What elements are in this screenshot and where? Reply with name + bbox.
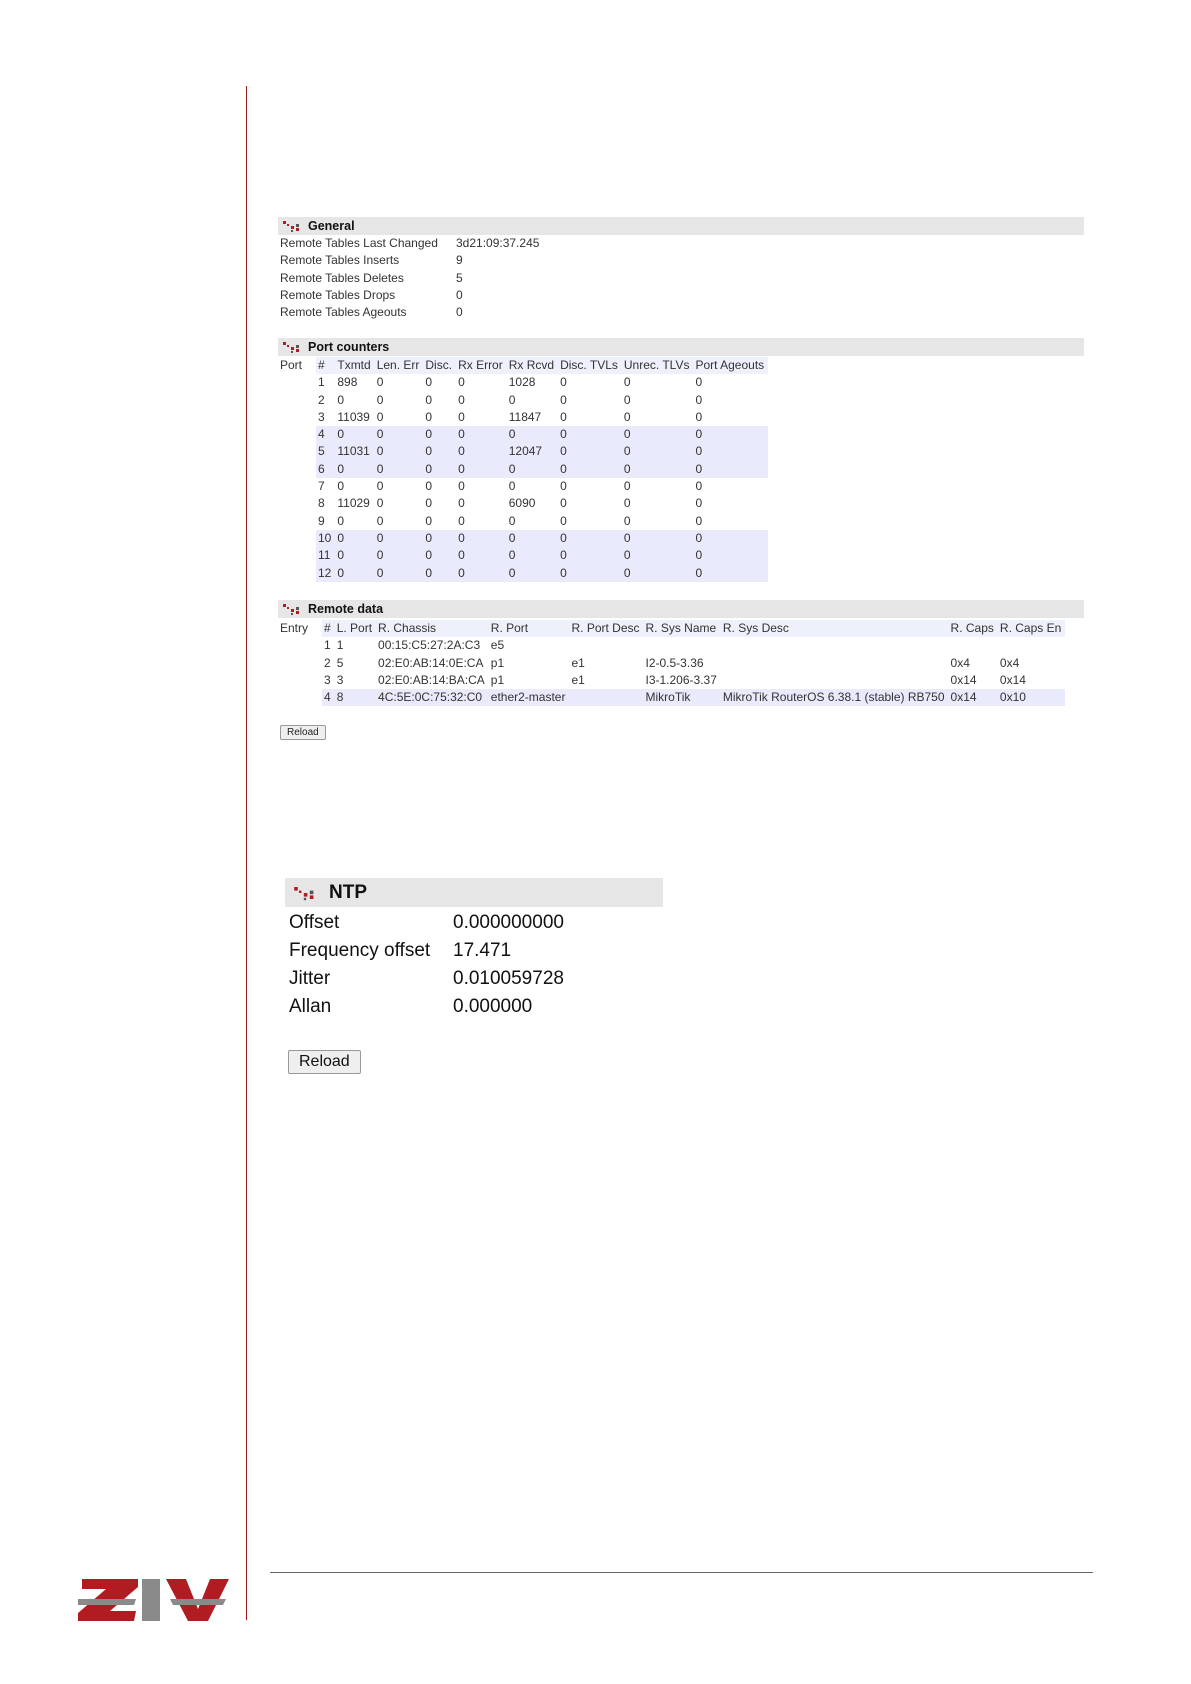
port-counters-cell: 0 — [423, 565, 456, 582]
general-value: 3d21:09:37.245 — [456, 236, 540, 250]
margin-line — [246, 86, 247, 1620]
port-counters-cell: 7 — [316, 478, 335, 495]
port-counters-cell: 0 — [507, 565, 558, 582]
port-counters-cell: 0 — [456, 461, 507, 478]
remote-data-column-header: R. Sys Name — [644, 620, 721, 637]
remote-data-cell: 2 — [322, 655, 335, 672]
port-counters-cell: 0 — [693, 374, 768, 391]
general-value: 0 — [456, 287, 463, 302]
port-counters-cell: 0 — [423, 495, 456, 512]
general-list — [278, 235, 1084, 321]
section-icon — [282, 602, 302, 616]
port-counters-column-header: Rx Error — [456, 357, 507, 374]
remote-data-cell: 00:15:C5:27:2A:C3 — [376, 637, 489, 654]
port-counters-cell: 0 — [423, 478, 456, 495]
port-counters-cell: 0 — [423, 409, 456, 426]
port-counters-row — [316, 426, 768, 443]
remote-data-cell: 0x4 — [949, 655, 998, 672]
general-section — [278, 217, 1084, 321]
remote-data-cell — [949, 637, 998, 654]
ntp-value: 0.000000 — [453, 996, 533, 1017]
section-icon — [293, 883, 317, 903]
port-counters-cell: 0 — [507, 547, 558, 564]
remote-data-cell — [644, 637, 721, 654]
port-counters-cell: 0 — [558, 392, 622, 409]
port-counters-cell: 0 — [456, 409, 507, 426]
general-value: 5 — [456, 270, 463, 285]
remote-data-cell: e5 — [489, 637, 570, 654]
port-counters-cell: 0 — [622, 495, 694, 512]
port-counters-cell: 0 — [423, 374, 456, 391]
remote-data-cell — [721, 637, 949, 654]
port-counters-cell: 0 — [693, 461, 768, 478]
port-counters-cell: 0 — [375, 565, 424, 582]
remote-data-table — [322, 620, 1065, 706]
port-counters-cell: 0 — [375, 409, 424, 426]
general-label: Remote Tables Ageouts — [280, 305, 407, 320]
ntp-label: Allan — [289, 996, 332, 1017]
port-counters-cell: 0 — [335, 565, 374, 582]
remote-data-cell: MikroTik RouterOS 6.38.1 (stable) RB750 — [721, 689, 949, 706]
remote-data-cell: 3 — [322, 672, 335, 689]
port-counters-cell: 0 — [456, 392, 507, 409]
port-counters-cell: 6 — [316, 461, 335, 478]
port-counters-cell: 0 — [375, 495, 424, 512]
port-counters-row — [316, 530, 768, 547]
port-counters-section — [278, 338, 1084, 582]
remote-data-row — [322, 655, 1065, 672]
port-counters-cell: 0 — [335, 513, 374, 530]
port-counters-cell: 0 — [622, 443, 694, 460]
port-counters-cell: 0 — [335, 530, 374, 547]
remote-data-cell: 8 — [335, 689, 376, 706]
port-counters-header — [278, 338, 1084, 356]
remote-data-row — [322, 637, 1065, 654]
port-counters-cell: 0 — [423, 392, 456, 409]
port-counters-row — [316, 374, 768, 391]
port-counters-column-header: Txmtd — [335, 357, 374, 374]
port-counters-cell: 5 — [316, 443, 335, 460]
remote-data-cell: 0x14 — [949, 672, 998, 689]
port-counters-cell: 0 — [375, 392, 424, 409]
port-counters-column-header: Disc. — [423, 357, 456, 374]
port-counters-cell: 0 — [622, 530, 694, 547]
port-counters-row — [316, 495, 768, 512]
port-counters-title: Port counters — [308, 340, 390, 354]
ziv-logo — [76, 1575, 231, 1625]
general-title: General — [308, 219, 355, 233]
port-counters-cell: 0 — [622, 461, 694, 478]
ntp-value: 17.471 — [453, 940, 512, 961]
ntp-header — [285, 878, 663, 907]
port-counters-cell: 0 — [693, 409, 768, 426]
port-counters-cell: 0 — [375, 478, 424, 495]
port-counters-cell: 11031 — [335, 443, 374, 460]
remote-data-row — [322, 672, 1065, 689]
port-counters-cell: 0 — [456, 547, 507, 564]
remote-data-cell: 1 — [335, 637, 376, 654]
port-counters-cell: 0 — [622, 547, 694, 564]
general-row — [278, 304, 1084, 321]
remote-data-cell — [721, 655, 949, 672]
port-counters-cell: 0 — [622, 409, 694, 426]
port-counters-row — [316, 392, 768, 409]
port-counters-cell: 0 — [423, 547, 456, 564]
port-counters-cell: 0 — [558, 547, 622, 564]
remote-data-column-header: R. Sys Desc — [721, 620, 949, 637]
general-value: 9 — [456, 253, 463, 268]
entry-row-label: Entry — [280, 621, 309, 635]
general-value: 0 — [456, 305, 463, 320]
remote-data-cell: 4 — [322, 689, 335, 706]
port-counters-cell: 0 — [693, 426, 768, 443]
remote-data-cell — [569, 637, 643, 654]
ntp-label: Jitter — [289, 968, 331, 989]
port-counters-row — [316, 478, 768, 495]
port-counters-cell: 0 — [456, 495, 507, 512]
remote-data-cell — [569, 689, 643, 706]
ntp-label: Frequency offset — [289, 940, 431, 961]
remote-data-column-header: # — [322, 620, 335, 637]
port-counters-cell: 0 — [456, 426, 507, 443]
port-counters-cell: 1028 — [507, 374, 558, 391]
ntp-section — [285, 878, 663, 1021]
remote-data-title: Remote data — [308, 602, 384, 616]
remote-data-column-header: R. Caps En — [998, 620, 1065, 637]
general-label: Remote Tables Inserts — [280, 253, 400, 268]
port-counters-cell: 8 — [316, 495, 335, 512]
ntp-row — [285, 965, 663, 993]
remote-data-cell: 3 — [335, 672, 376, 689]
port-counters-cell: 0 — [423, 461, 456, 478]
remote-data-cell: MikroTik — [644, 689, 721, 706]
port-counters-row — [316, 513, 768, 530]
general-label: Remote Tables Last Changed — [280, 236, 438, 250]
port-counters-cell: 0 — [375, 374, 424, 391]
ntp-row — [285, 993, 663, 1021]
port-counters-cell: 0 — [558, 374, 622, 391]
port-counters-cell: 0 — [558, 409, 622, 426]
general-row — [278, 252, 1084, 269]
port-counters-cell: 0 — [335, 547, 374, 564]
remote-data-row — [322, 689, 1065, 706]
port-counters-cell: 0 — [456, 478, 507, 495]
remote-data-cell: ether2-master — [489, 689, 570, 706]
port-counters-cell: 0 — [375, 426, 424, 443]
remote-data-cell: 4C:5E:0C:75:32:C0 — [376, 689, 489, 706]
ntp-row — [285, 937, 663, 965]
remote-data-cell: I3-1.206-3.37 — [644, 672, 721, 689]
port-counters-cell: 0 — [558, 565, 622, 582]
remote-data-column-header: R. Caps — [949, 620, 998, 637]
port-counters-cell: 10 — [316, 530, 335, 547]
ntp-row — [285, 909, 663, 937]
general-row — [278, 270, 1084, 287]
port-counters-cell: 0 — [693, 530, 768, 547]
port-counters-cell: 0 — [622, 374, 694, 391]
ntp-title: NTP — [329, 881, 367, 903]
port-counters-cell: 0 — [423, 426, 456, 443]
port-counters-cell: 11 — [316, 547, 335, 564]
port-counters-cell: 898 — [335, 374, 374, 391]
port-counters-cell: 0 — [693, 478, 768, 495]
port-counters-cell: 1 — [316, 374, 335, 391]
port-counters-cell: 0 — [375, 530, 424, 547]
remote-data-cell: 02:E0:AB:14:0E:CA — [376, 655, 489, 672]
port-counters-cell: 0 — [693, 443, 768, 460]
reload-button[interactable]: Reload — [280, 725, 326, 740]
port-counters-cell: 4 — [316, 426, 335, 443]
port-counters-cell: 0 — [456, 374, 507, 391]
ntp-value: 0.000000000 — [453, 912, 564, 933]
port-counters-cell: 0 — [423, 513, 456, 530]
port-counters-column-header: Unrec. TLVs — [622, 357, 694, 374]
ntp-value: 0.010059728 — [453, 968, 564, 989]
port-counters-column-header: Len. Err — [375, 357, 424, 374]
port-counters-cell: 0 — [456, 443, 507, 460]
port-counters-cell: 0 — [693, 513, 768, 530]
remote-data-cell: e1 — [569, 655, 643, 672]
port-counters-cell: 0 — [456, 530, 507, 547]
remote-data-cell: 1 — [322, 637, 335, 654]
remote-data-cell: 02:E0:AB:14:BA:CA — [376, 672, 489, 689]
remote-data-cell: p1 — [489, 655, 570, 672]
remote-data-column-header: R. Port — [489, 620, 570, 637]
port-counters-cell: 0 — [558, 513, 622, 530]
remote-data-column-header: R. Port Desc — [569, 620, 643, 637]
port-counters-cell: 0 — [507, 426, 558, 443]
remote-data-cell: p1 — [489, 672, 570, 689]
remote-data-cell: 0x10 — [998, 689, 1065, 706]
port-counters-row — [316, 565, 768, 582]
remote-data-cell: I2-0.5-3.36 — [644, 655, 721, 672]
port-counters-table — [316, 357, 768, 582]
port-counters-cell: 0 — [558, 426, 622, 443]
port-counters-column-header: Disc. TVLs — [558, 357, 622, 374]
port-counters-column-header: Port Ageouts — [693, 357, 768, 374]
port-counters-cell: 0 — [423, 530, 456, 547]
port-counters-cell: 11029 — [335, 495, 374, 512]
port-counters-cell: 0 — [507, 513, 558, 530]
port-counters-cell: 0 — [456, 565, 507, 582]
general-row — [278, 235, 1084, 252]
port-counters-cell: 12 — [316, 565, 335, 582]
port-counters-cell: 0 — [693, 392, 768, 409]
port-counters-row — [316, 547, 768, 564]
remote-data-header — [278, 600, 1084, 618]
port-counters-cell: 0 — [375, 461, 424, 478]
port-counters-row — [316, 409, 768, 426]
port-counters-cell: 0 — [375, 547, 424, 564]
port-counters-cell: 11847 — [507, 409, 558, 426]
port-counters-cell: 0 — [558, 478, 622, 495]
ntp-reload-button[interactable]: Reload — [288, 1050, 361, 1074]
remote-data-cell — [721, 672, 949, 689]
port-counters-column-header: # — [316, 357, 335, 374]
port-counters-cell: 3 — [316, 409, 335, 426]
port-counters-cell: 0 — [558, 443, 622, 460]
port-counters-row — [316, 443, 768, 460]
port-counters-cell: 0 — [456, 513, 507, 530]
port-counters-cell: 0 — [507, 478, 558, 495]
port-counters-cell: 0 — [507, 461, 558, 478]
port-counters-cell: 0 — [622, 426, 694, 443]
general-header — [278, 217, 1084, 235]
remote-data-cell: 0x14 — [949, 689, 998, 706]
port-counters-cell: 0 — [423, 443, 456, 460]
port-counters-cell: 12047 — [507, 443, 558, 460]
remote-data-cell: e1 — [569, 672, 643, 689]
port-counters-cell: 0 — [375, 443, 424, 460]
port-counters-cell: 0 — [375, 513, 424, 530]
port-row-label: Port — [280, 358, 303, 372]
remote-data-column-header: L. Port — [335, 620, 376, 637]
remote-data-section — [278, 600, 1084, 706]
port-counters-cell: 0 — [622, 478, 694, 495]
general-label: Remote Tables Deletes — [280, 270, 404, 285]
footer-line — [270, 1572, 1093, 1573]
remote-data-cell — [998, 637, 1065, 654]
ntp-list — [285, 909, 663, 1021]
port-counters-cell: 0 — [507, 392, 558, 409]
port-counters-cell: 0 — [335, 461, 374, 478]
port-counters-cell: 0 — [335, 478, 374, 495]
remote-data-cell: 5 — [335, 655, 376, 672]
port-counters-cell: 6090 — [507, 495, 558, 512]
port-counters-cell: 0 — [558, 461, 622, 478]
remote-data-cell: 0x14 — [998, 672, 1065, 689]
section-icon — [282, 219, 302, 233]
port-counters-cell: 0 — [693, 565, 768, 582]
ntp-label: Offset — [289, 912, 340, 933]
port-counters-column-header: Rx Rcvd — [507, 357, 558, 374]
general-label: Remote Tables Drops — [280, 287, 396, 302]
port-counters-cell: 2 — [316, 392, 335, 409]
port-counters-cell: 0 — [558, 495, 622, 512]
port-counters-cell: 0 — [507, 530, 558, 547]
port-counters-cell: 0 — [622, 565, 694, 582]
port-counters-cell: 9 — [316, 513, 335, 530]
remote-data-column-header: R. Chassis — [376, 620, 489, 637]
section-icon — [282, 340, 302, 354]
port-counters-cell: 0 — [622, 513, 694, 530]
port-counters-cell: 0 — [335, 392, 374, 409]
general-row — [278, 287, 1084, 304]
port-counters-cell: 0 — [693, 495, 768, 512]
port-counters-cell: 0 — [622, 392, 694, 409]
port-counters-cell: 0 — [335, 426, 374, 443]
port-counters-cell: 11039 — [335, 409, 374, 426]
port-counters-row — [316, 461, 768, 478]
remote-data-cell: 0x4 — [998, 655, 1065, 672]
port-counters-cell: 0 — [558, 530, 622, 547]
port-counters-cell: 0 — [693, 547, 768, 564]
